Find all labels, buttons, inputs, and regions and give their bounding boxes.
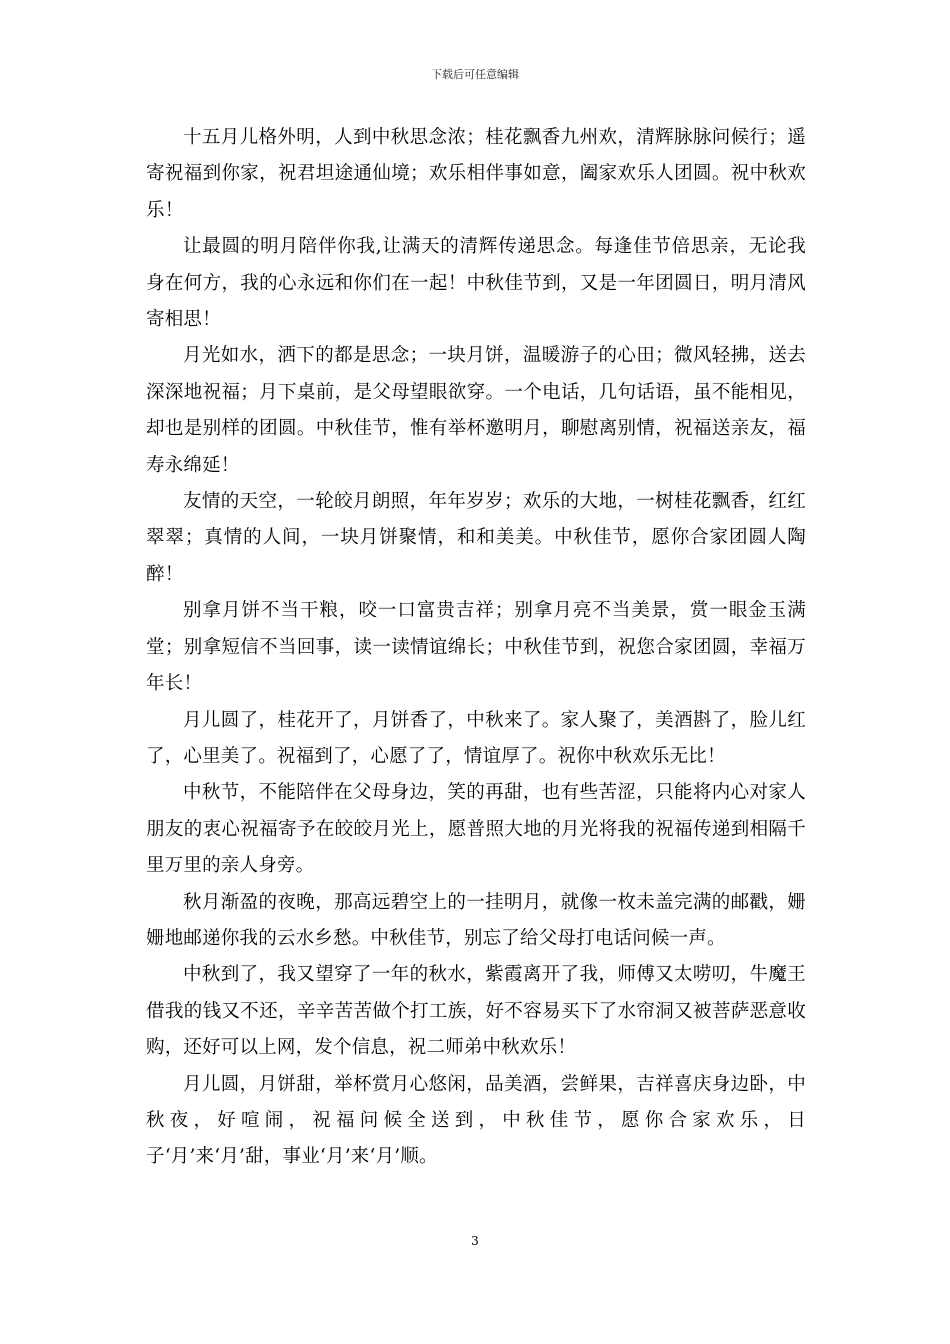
paragraph-8: 秋月渐盈的夜晚，那高远碧空上的一挂明月，就像一枚未盖完满的邮戳，姗姗地邮递你我的云水乡愁。中秋佳节，别忘了给父母打电话问候一声。	[146, 891, 806, 949]
paragraph-2: 让最圆的明月陪伴你我,让满天的清辉传递思念。每逢佳节倍思亲，无论我身在何方，我的心永远和你们在一起！中秋佳节到，又是一年团圆日，明月清风寄相思！	[146, 236, 806, 331]
page-number: 3	[471, 1234, 479, 1248]
paragraph-5: 别拿月饼不当干粮，咬一口富贵吉祥；别拿月亮不当美景，赏一眼金玉满堂；别拿短信不当回事，读一读情谊绵长；中秋佳节到，祝您合家团圆，幸福万年长！	[146, 600, 806, 695]
paragraph-7: 中秋节，不能陪伴在父母身边，笑的再甜，也有些苦涩，只能将内心对家人朋友的衷心祝福寄予在皎皎月光上，愿普照大地的月光将我的祝福传递到相隔千里万里的亲人身旁。	[146, 782, 806, 877]
paragraph-10: 月儿圆，月饼甜，举杯赏月心悠闲，品美酒，尝鲜果，吉祥喜庆身边卧，中秋夜，好喧闹，祝福问候全送到，中秋佳节，愿你合家欢乐，日子‘月’来‘月’甜，事业‘月’来‘月’顺。	[146, 1073, 806, 1168]
paragraph-9: 中秋到了，我又望穿了一年的秋水，紫霞离开了我，师傅又太唠叨，牛魔王借我的钱又不还，辛辛苦苦做个打工族，好不容易买下了水帘洞又被菩萨恶意收购，还好可以上网，发个信息，祝二师弟中秋欢乐！	[146, 964, 806, 1059]
paragraph-3: 月光如水，洒下的都是思念；一块月饼，温暖游子的心田；微风轻拂，送去深深地祝福；月下桌前，是父母望眼欲穿。一个电话，几句话语，虽不能相见，却也是别样的团圆。中秋佳节，惟有举杯邀明月，聊慰离别情，祝福送亲友，福寿永绵延！	[146, 345, 806, 476]
paragraph-1: 十五月儿格外明，人到中秋思念浓；桂花飘香九州欢，清辉脉脉问候行；遥寄祝福到你家，祝君坦途通仙境；欢乐相伴事如意，阖家欢乐人团圆。祝中秋欢乐！	[146, 127, 806, 221]
paragraph-6: 月儿圆了，桂花开了，月饼香了，中秋来了。家人聚了，美酒斟了，脸儿红了，心里美了。祝福到了，心愿了了，情谊厚了。祝你中秋欢乐无比！	[146, 709, 806, 767]
paragraph-4: 友情的天空，一轮皎月朗照，年年岁岁；欢乐的大地，一树桂花飘香，红红翠翠；真情的人间，一块月饼聚情，和和美美。中秋佳节，愿你合家团圆人陶醉！	[146, 491, 806, 585]
page-header: 下载后可任意编辑	[431, 68, 519, 81]
document-body	[146, 120, 806, 1176]
